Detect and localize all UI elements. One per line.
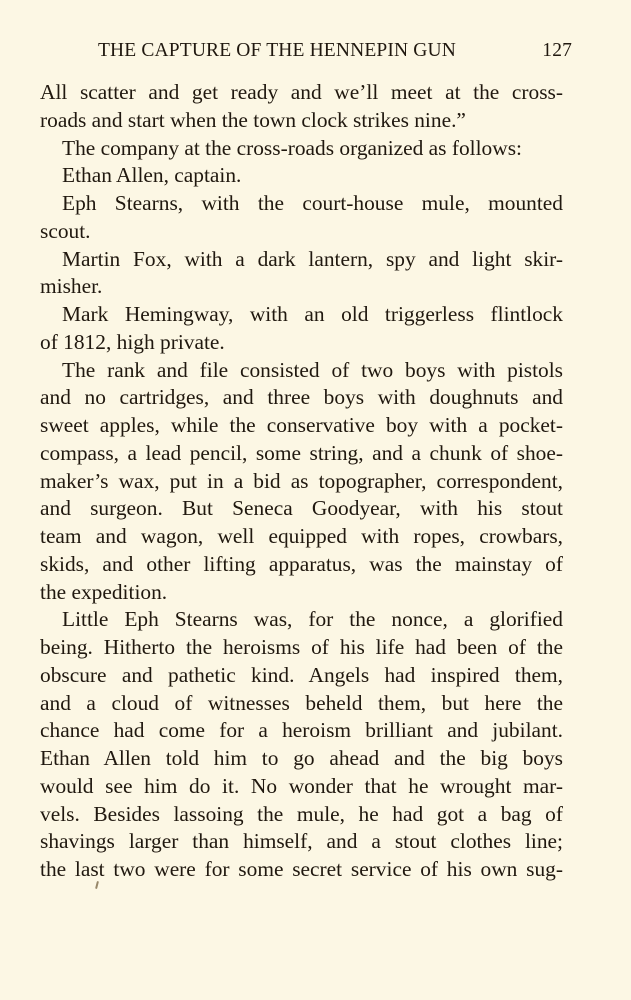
ink-speck bbox=[95, 881, 99, 889]
text-line: Ethan Allen, captain. bbox=[62, 163, 242, 188]
text-line: Mark Hemingway, with an old triggerless flintlock bbox=[62, 302, 563, 326]
text-line: scout. bbox=[40, 218, 91, 243]
page-number: 127 bbox=[542, 40, 572, 61]
text-line: the last two were for some secret service of his own sug- bbox=[40, 857, 563, 881]
text-line: misher. bbox=[40, 274, 103, 299]
text-line: obscure and pathetic kind. Angels had inspired them, bbox=[40, 662, 563, 687]
text-line: compass, a lead pencil, some string, and a chunk of shoe- bbox=[40, 440, 563, 465]
text-line: and no cartridges, and three boys with doughnuts and bbox=[40, 385, 563, 410]
text-line: being. Hitherto the heroisms of his life had been of the bbox=[40, 635, 563, 659]
text-line: vels. Besides lassoing the mule, he had got a bag of bbox=[40, 801, 563, 826]
text-line: Little Eph Stearns was, for the nonce, a glorified bbox=[62, 607, 563, 632]
text-line: would see him do it. No wonder that he wrought mar- bbox=[40, 773, 563, 798]
running-title: THE CAPTURE OF THE HENNEPIN GUN bbox=[98, 40, 456, 61]
text-line: and surgeon. But Seneca Goodyear, with his stout bbox=[40, 496, 563, 521]
text-line: skids, and other lifting apparatus, was the mainstay of bbox=[40, 551, 563, 576]
text-line: The company at the cross-roads organized as follows: bbox=[62, 135, 522, 160]
text-line: roads and start when the town clock strikes nine.” bbox=[40, 107, 466, 132]
text-line: team and wagon, well equipped with ropes, crowbars, bbox=[40, 524, 563, 548]
text-line: All scatter and get ready and we’ll meet at the cross- bbox=[40, 80, 563, 104]
text-line: sweet apples, while the conservative boy with a pocket- bbox=[40, 413, 563, 437]
text-line: The rank and file consisted of two boys with pistols bbox=[62, 357, 563, 382]
text-line: of 1812, high private. bbox=[40, 329, 225, 354]
running-head bbox=[98, 40, 572, 64]
text-line: Eph Stearns, with the court-house mule, mounted bbox=[62, 191, 563, 215]
text-line: Martin Fox, with a dark lantern, spy and light skir- bbox=[62, 246, 563, 271]
text-line: maker’s wax, put in a bid as topographer, correspondent, bbox=[40, 468, 563, 493]
text-line: and a cloud of witnesses beheld them, but here the bbox=[40, 690, 563, 715]
text-line: shavings larger than himself, and a stout clothes line; bbox=[40, 829, 563, 854]
body-text bbox=[40, 79, 563, 884]
text-line: the expedition. bbox=[40, 579, 168, 604]
text-line: chance had come for a heroism brilliant and jubilant. bbox=[40, 718, 563, 743]
text-line: Ethan Allen told him to go ahead and the big boys bbox=[40, 746, 563, 770]
